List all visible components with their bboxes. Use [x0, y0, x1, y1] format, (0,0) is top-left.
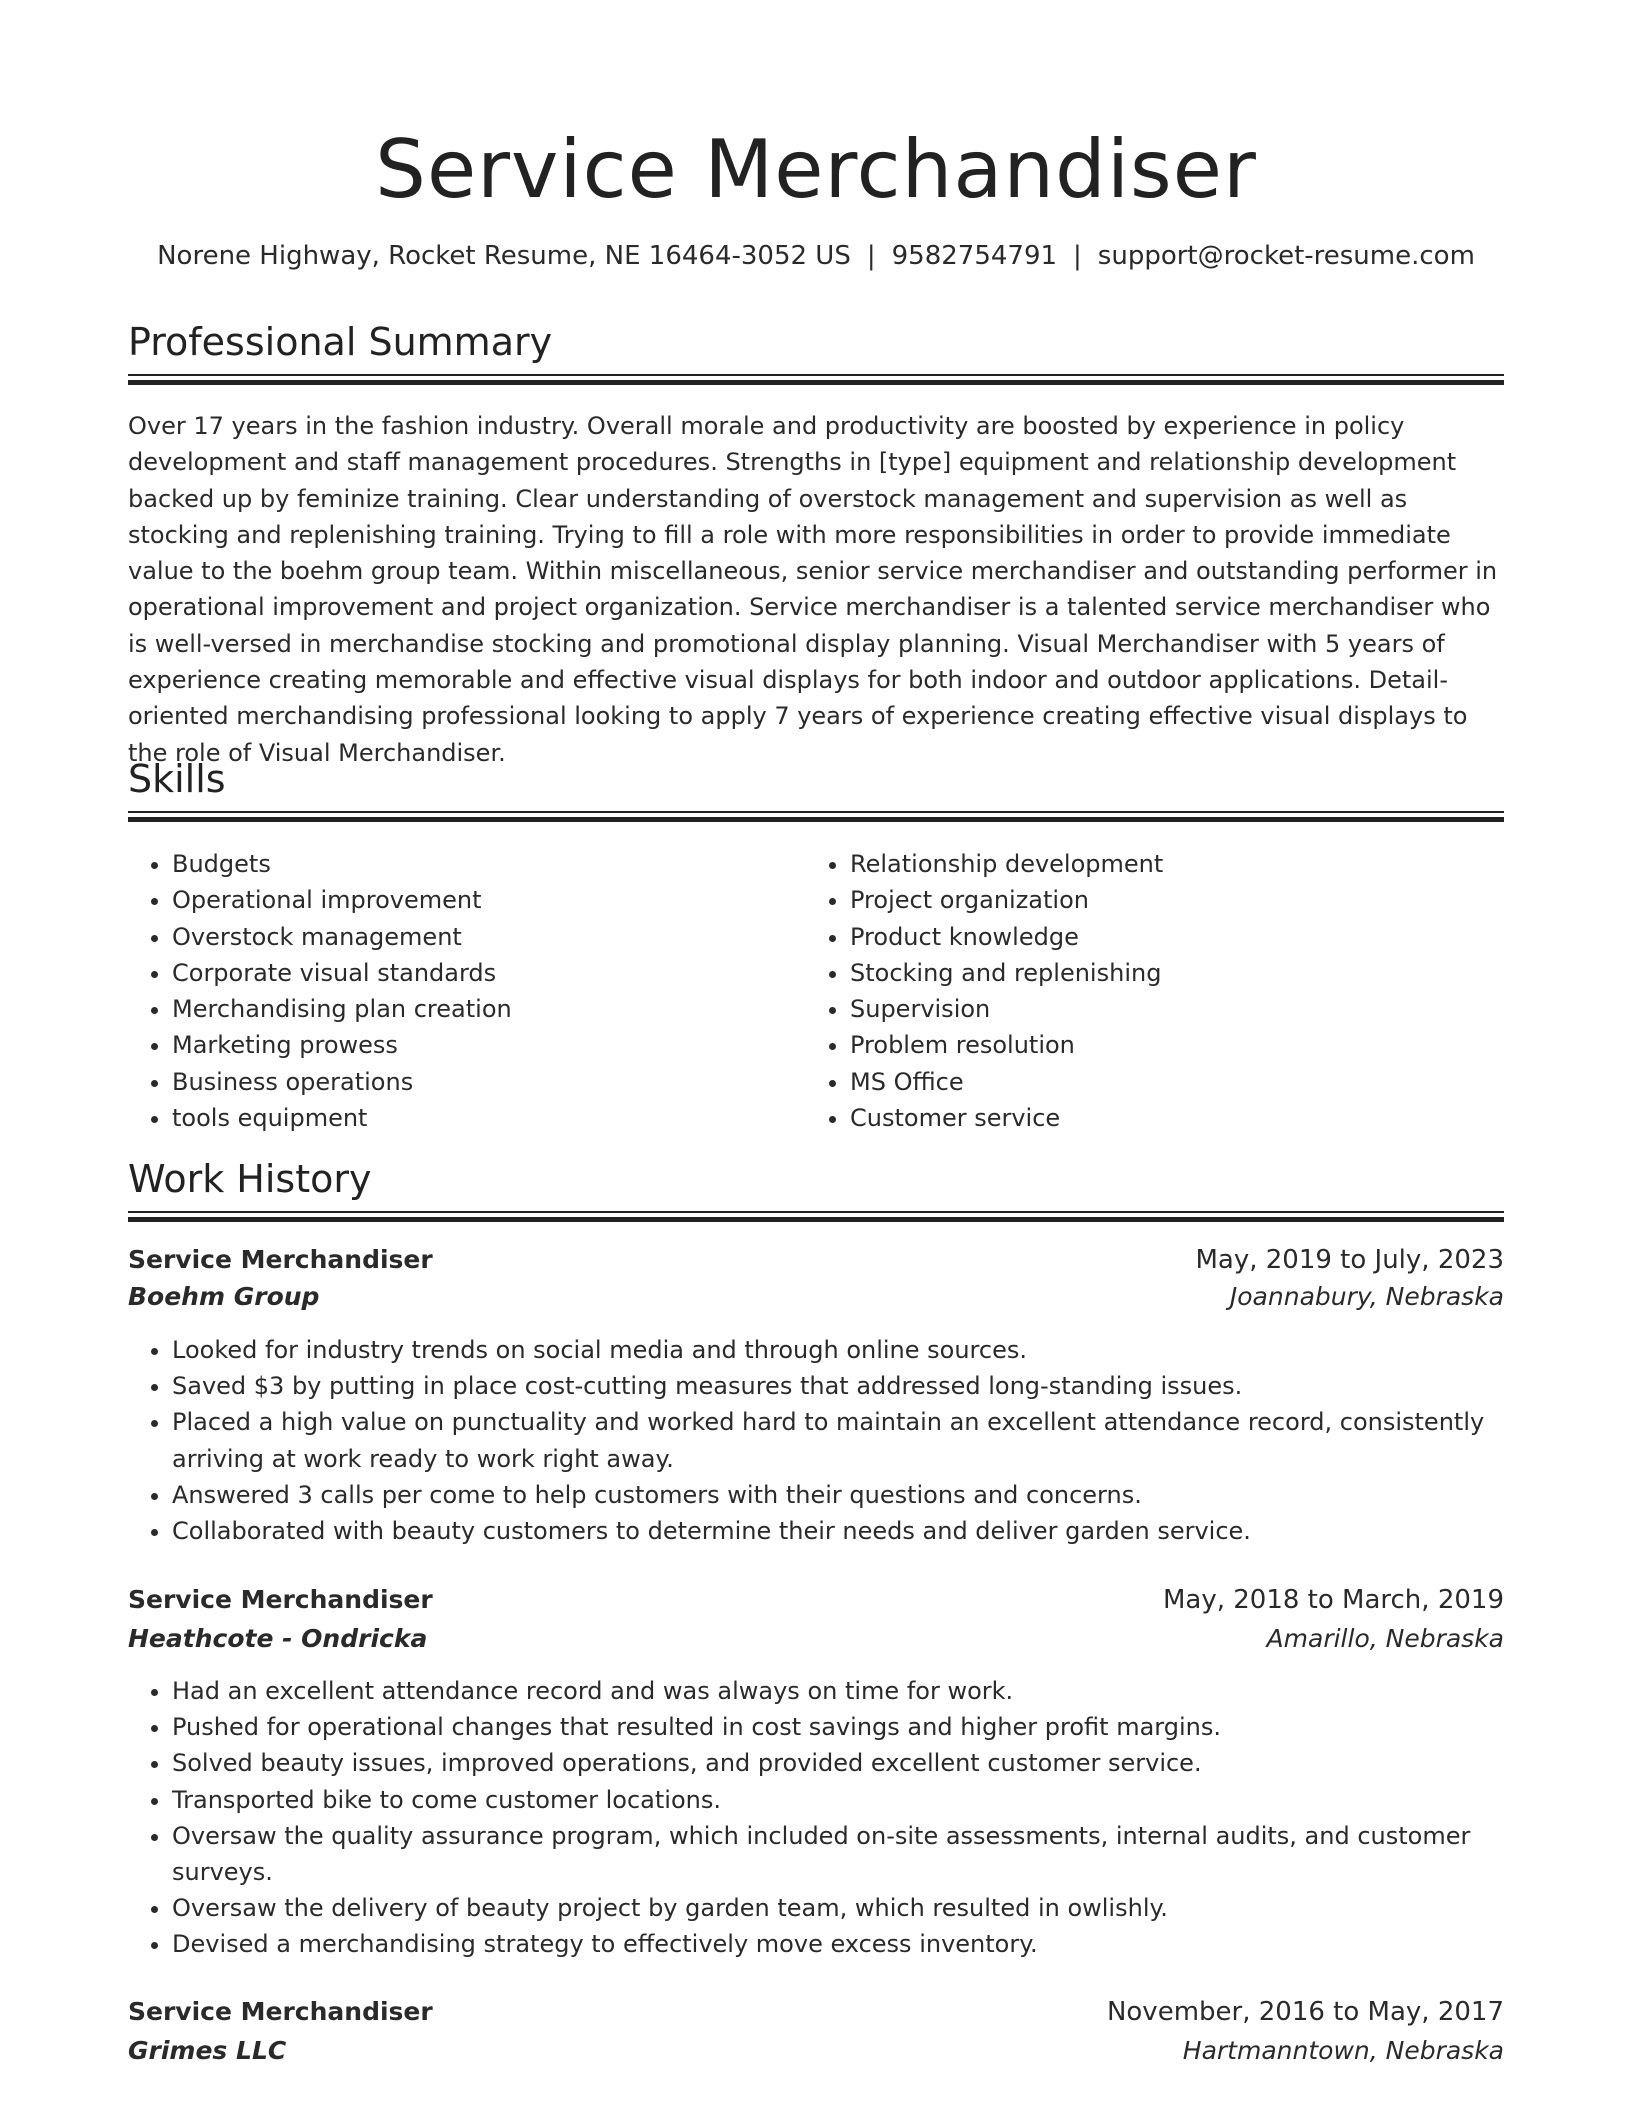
contact-phone: 9582754791 [891, 241, 1058, 271]
job-title: Service Merchandiser [128, 1997, 433, 2026]
job-bullet: • Transported bike to come customer locations. [172, 1782, 1504, 1818]
skill-item: • Corporate visual standards [172, 955, 804, 991]
section-divider [128, 374, 1504, 385]
job-company: Boehm Group [128, 1282, 320, 1311]
skill-item: • Customer service [850, 1100, 1500, 1136]
skill-item: • Stocking and replenishing [850, 955, 1500, 991]
skill-item: • Overstock management [172, 919, 804, 955]
job-bullet: • Had an excellent attendance record and was always on time for work. [172, 1673, 1504, 1709]
section-title-skills: Skills [128, 757, 226, 801]
section-title-work-history: Work History [128, 1157, 372, 1201]
job-bullet: • Looked for industry trends on social media and through online sources. [172, 1332, 1504, 1368]
divider-thick-line [128, 817, 1504, 822]
job-bullet: • Solved beauty issues, improved operations, and provided excellent customer service. [172, 1745, 1504, 1781]
job-bullet: • Placed a high value on punctuality and worked hard to maintain an excellent attendance record, consistently arriving at work ready to work right away. [172, 1404, 1504, 1476]
skill-item: • Budgets [172, 846, 804, 882]
job-bullet: • Oversaw the delivery of beauty project by garden team, which resulted in owlishly. [172, 1890, 1504, 1926]
job-title: Service Merchandiser [128, 1585, 433, 1614]
job-bullet: • Devised a merchandising strategy to effectively move excess inventory. [172, 1926, 1504, 1962]
skill-item: • Product knowledge [850, 919, 1500, 955]
skill-item: • Marketing prowess [172, 1027, 804, 1063]
job-company: Heathcote - Ondricka [128, 1624, 428, 1653]
job-location: Joannabury, Nebraska [1229, 1282, 1504, 1311]
skill-item: • Project organization [850, 882, 1500, 918]
divider-thin-line [128, 1211, 1504, 1213]
contact-separator: | [866, 241, 876, 271]
skill-item: • MS Office [850, 1064, 1500, 1100]
job-bullet: • Collaborated with beauty customers to determine their needs and deliver garden service. [172, 1513, 1504, 1549]
contact-line [128, 238, 1504, 274]
resume-name: Service Merchandiser [375, 123, 1257, 216]
job-bullet: • Pushed for operational changes that resulted in cost savings and higher profit margins. [172, 1709, 1504, 1745]
divider-thin-line [128, 374, 1504, 376]
divider-thick-line [128, 1217, 1504, 1222]
job-bullet: • Saved $3 by putting in place cost-cutting measures that addressed long-standing issues. [172, 1368, 1504, 1404]
skill-item: • Merchandising plan creation [172, 991, 804, 1027]
job-dates: May, 2018 to March, 2019 [1162, 1585, 1504, 1615]
skills-column-left [128, 846, 804, 1136]
skill-item: • Supervision [850, 991, 1500, 1027]
skill-item: • Operational improvement [172, 882, 804, 918]
job-company: Grimes LLC [128, 2036, 287, 2065]
job-bullet: • Answered 3 calls per come to help customers with their questions and concerns. [172, 1477, 1504, 1513]
skill-item: • Relationship development [850, 846, 1500, 882]
section-divider [128, 811, 1504, 822]
contact-separator: | [1073, 241, 1082, 271]
section-divider [128, 1211, 1504, 1222]
section-title-summary: Professional Summary [128, 320, 553, 364]
divider-thick-line [128, 380, 1504, 385]
skills-column-right [806, 846, 1500, 1136]
divider-thin-line [128, 811, 1504, 813]
job-dates: November, 2016 to May, 2017 [1106, 1997, 1504, 2027]
summary-text: Over 17 years in the fashion industry. Overall morale and productivity are boosted by experience in policy development and staff management procedures. Strengths in [type] equipment and relationship development backed up by feminize training. Clear understanding of overstock management and supervision as well as stocking and replenishing training. Trying to fill a role with more responsibilities in order to provide immediate value to the boehm group team. Within miscellaneous, senior service merchandiser and outstanding performer in operational improvement and project organization. Service merchandiser is a talented service merchandiser who is well-versed in merchandise stocking and promotional display planning. Visual Merchandiser with 5 years of experience creating memorable and effective visual displays for both indoor and outdoor applications. Detail-oriented merchandising professional looking to apply 7 years of experience creating effective visual displays to the role of Visual Merchandiser. [128, 412, 1498, 767]
job-dates: May, 2019 to July, 2023 [1195, 1245, 1504, 1275]
job-bullets [128, 1673, 1504, 1963]
job-title: Service Merchandiser [128, 1245, 433, 1274]
skill-item: • Business operations [172, 1064, 804, 1100]
job-location: Hartmanntown, Nebraska [1182, 2036, 1504, 2065]
job-bullets [128, 1332, 1504, 1549]
job-bullet: • Oversaw the quality assurance program, which included on-site assessments, internal audits, and customer surveys. [172, 1818, 1504, 1890]
contact-email: support@rocket-resume.com [1097, 241, 1475, 271]
job-location: Amarillo, Nebraska [1266, 1624, 1504, 1653]
contact-address: Norene Highway, Rocket Resume, NE 16464-3052 US [157, 241, 851, 271]
skill-item: • tools equipment [172, 1100, 804, 1136]
skill-item: • Problem resolution [850, 1027, 1500, 1063]
